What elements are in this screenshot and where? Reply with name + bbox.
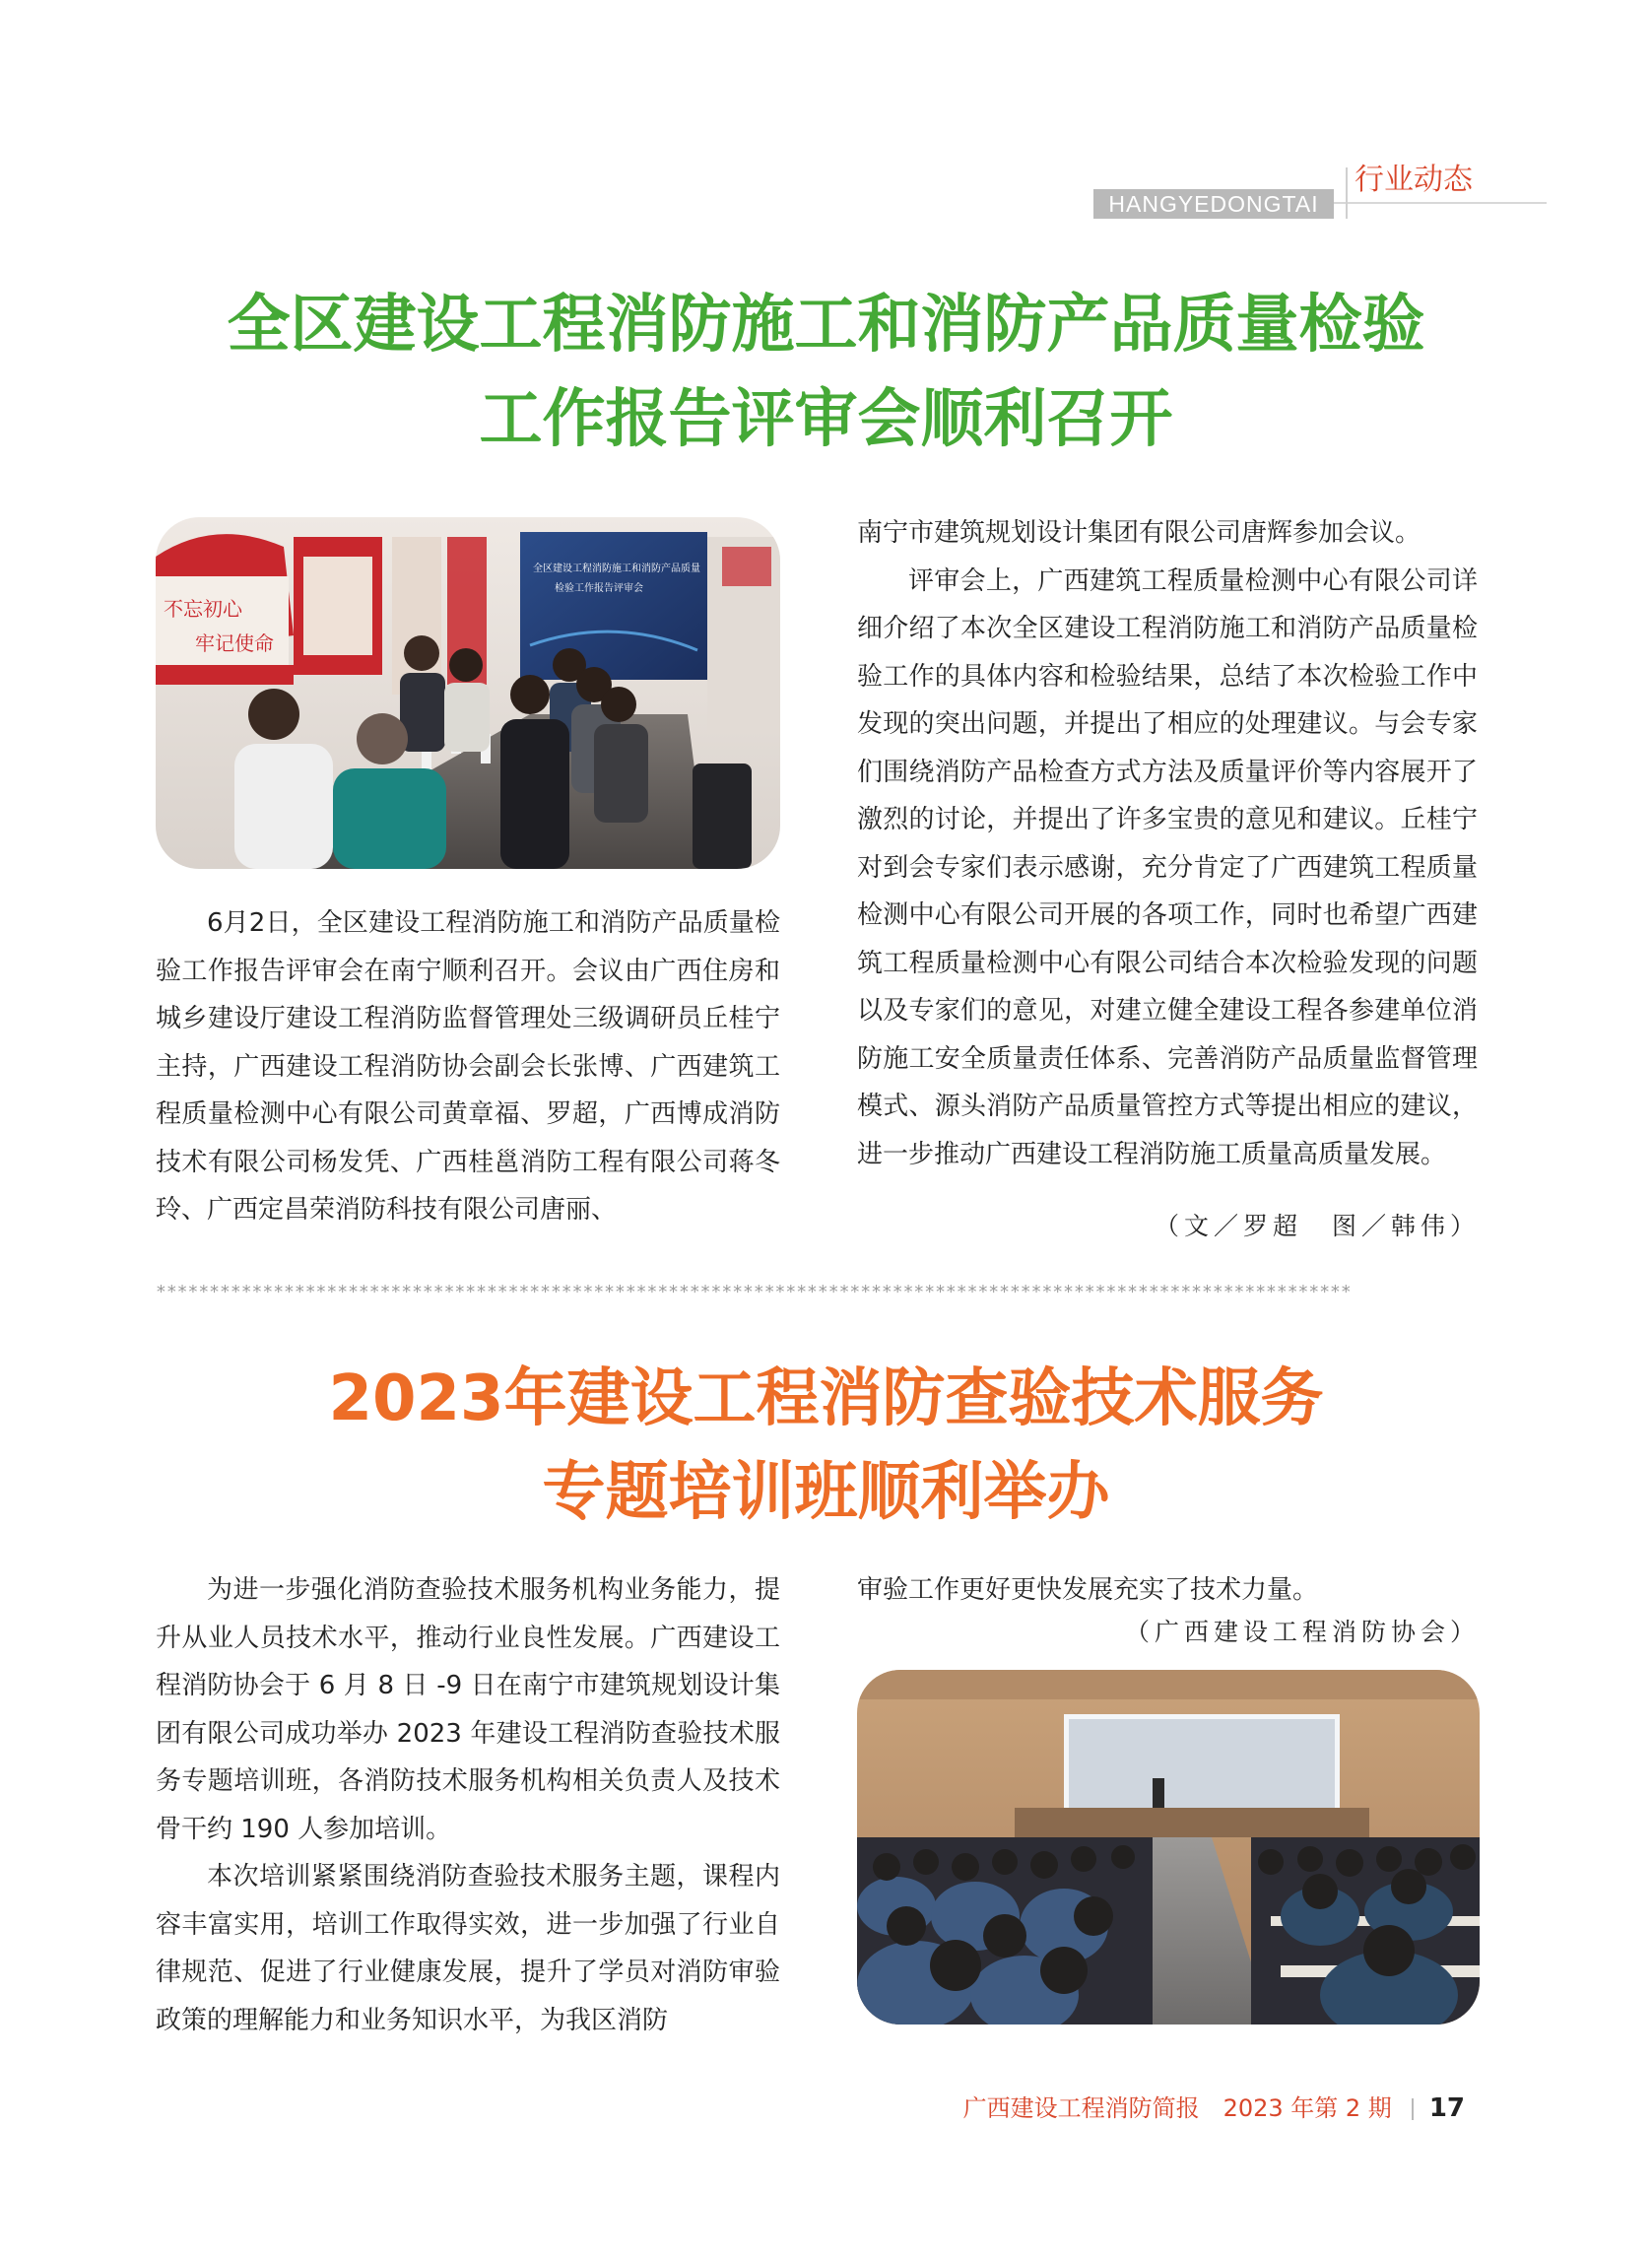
article1-right-column	[857, 509, 1478, 1178]
article1-intro-paragraph: 6月2日，全区建设工程消防施工和消防产品质量检验工作报告评审会在南宁顺利召开。会议由广西住房和城乡建设厅建设工程消防监督管理处三级调研员丘桂宁主持，广西建设工程消防协会副会长张博、广西建筑工程质量检测中心有限公司黄章福、罗超，广西博成消防技术有限公司杨发凭、广西桂邕消防工程有限公司蒋冬玲、广西定昌荣消防科技有限公司唐丽、	[156, 908, 780, 1225]
article2-training-paragraph: 本次培训紧紧围绕消防查验技术服务主题，课程内容丰富实用，培训工作取得实效，进一步加强了行业自律规范、促进了行业健康发展，提升了学员对消防审验政策的理解能力和业务知识水平，为我区消防	[156, 1862, 780, 2035]
article1-review-paragraph: 评审会上，广西建筑工程质量检测中心有限公司详细介绍了本次全区建设工程消防施工和消防产品质量检验工作的具体内容和检验结果，总结了本次检验工作中发现的突出问题，并提出了相应的处理建议。与会专家们围绕消防产品检查方式方法及质量评价等内容展开了激烈的讨论，并提出了许多宝贵的意见和建议。丘桂宁对到会专家们表示感谢，充分肯定了广西建筑工程质量检测中心有限公司开展的各项工作，同时也希望广西建筑工程质量检测中心有限公司结合本次检验发现的问题以及专家们的意见，对建立健全建设工程各参建单位消防施工安全质量责任体系、完善消防产品质量监督管理模式、源头消防产品质量管控方式等提出相应的建议，进一步推动广西建设工程消防施工质量高质量发展。	[857, 565, 1478, 1169]
section-pinyin-label: HANGYEDONGTAI	[1093, 189, 1334, 219]
article-separator: ****************************************************************************************************************	[156, 1282, 1352, 1302]
meeting-photo	[156, 517, 780, 869]
article2-title-line1: 2023年建设工程消防查验技术服务	[328, 1362, 1324, 1435]
article1-credit: （文／罗超 图／韩伟）	[1154, 1212, 1480, 1240]
screen-text: 全区建设工程消防施工和消防产品质量	[533, 564, 700, 574]
header-divider	[1346, 167, 1348, 219]
training-photo	[857, 1670, 1480, 2025]
article2-intro-paragraph: 为进一步强化消防查验技术服务机构业务能力，提升从业人员技术水平，推动行业良性发展。广西建设工程消防协会于 6 月 8 日 -9 日在南宁市建筑规划设计集团有限公司成功举办 2023 年建设工程消防查验技术服务专题培训班，各消防技术服务机构相关负责人及技术骨干约 190 人参加培训。	[156, 1575, 780, 1844]
footer-divider	[1412, 2098, 1414, 2120]
training-photo-image	[857, 1670, 1480, 2025]
banner-text-1: 不忘初心	[164, 597, 242, 621]
screen-text-2: 检验工作报告评审会	[555, 583, 643, 594]
meeting-photo-image	[156, 517, 780, 869]
section-category-label: 行业动态	[1355, 163, 1473, 197]
article2-left-column	[156, 1566, 780, 2044]
article2-title-line2: 专题培训班顺利举办	[542, 1456, 1110, 1529]
article1-title-line1: 全区建设工程消防施工和消防产品质量检验	[227, 289, 1425, 362]
article2-continued-paragraph: 审验工作更好更快发展充实了技术力量。	[857, 1575, 1319, 1605]
banner-text-2: 牢记使命	[195, 631, 274, 655]
footer-issue: 2023 年第 2 期	[1222, 2094, 1392, 2122]
article1-continued-paragraph: 南宁市建筑规划设计集团有限公司唐辉参加会议。	[857, 518, 1421, 548]
page-footer	[963, 2089, 1465, 2128]
article1-title-line2: 工作报告评审会顺利召开	[479, 383, 1173, 456]
article1-left-column	[156, 899, 780, 1234]
article2-right-column	[857, 1566, 1478, 1615]
article2-credit: （广西建设工程消防协会）	[1124, 1618, 1480, 1646]
page-number: 17	[1428, 2093, 1465, 2123]
footer-publication: 广西建设工程消防简报	[962, 2094, 1200, 2122]
